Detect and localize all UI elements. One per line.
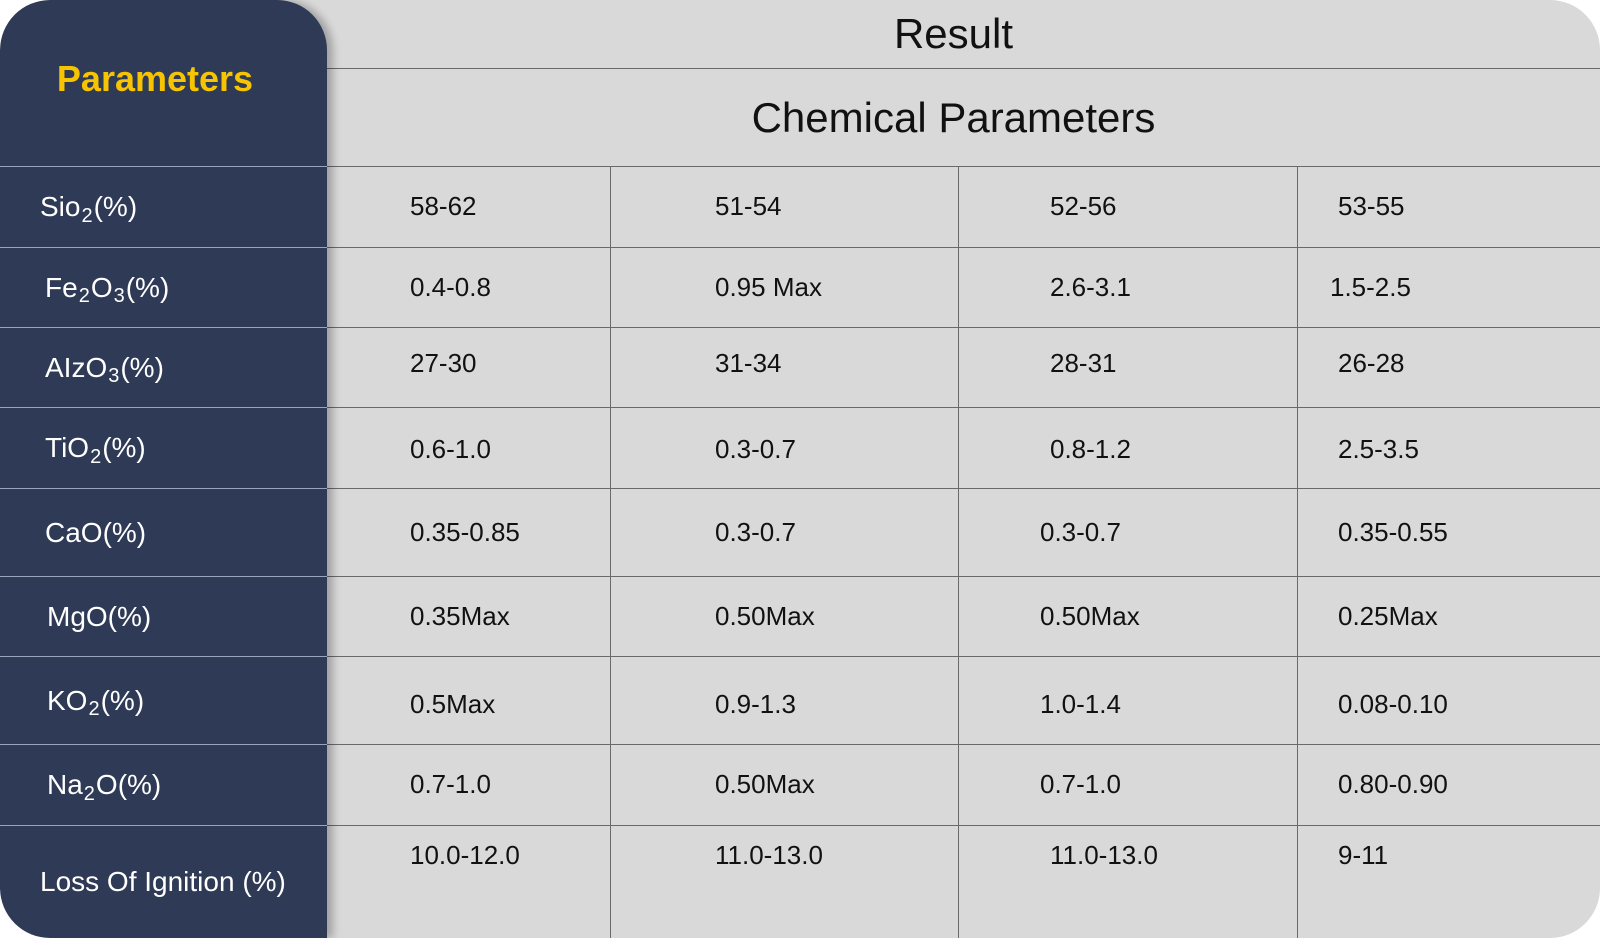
parameter-label-text: CaO(%) [45,516,147,548]
chemical-parameters-header-text: Chemical Parameters [751,93,1156,141]
parameter-label-text: TiO [45,432,90,463]
value-cell: 2.6-3.1 [1050,271,1131,302]
value-cell: 0.95 Max [715,271,822,302]
parameter-label-subscript: 2 [78,285,90,307]
parameter-label-text: KO [47,684,88,716]
row-divider [327,166,1600,167]
column-divider [958,166,959,938]
value-cell: 52-56 [1050,191,1117,221]
parameter-label [0,407,327,488]
value-cell: 1.0-1.4 [1040,688,1121,719]
value-cell: 11.0-13.0 [715,840,823,870]
parameter-label [0,488,327,576]
value-cell: 26-28 [1338,347,1405,378]
column-divider [1297,166,1298,938]
value-cell: 0.25Max [1338,600,1438,631]
value-cell: 0.80-0.90 [1338,769,1448,799]
parameter-label-text: Fe [45,271,78,303]
value-cell: 31-34 [715,347,782,378]
value-cell: 0.08-0.10 [1338,688,1448,719]
row-divider [327,656,1600,657]
value-cell: 0.4-0.8 [410,271,491,302]
parameter-label [0,744,327,825]
value-cell: 0.35-0.85 [410,516,520,547]
parameter-label [0,247,327,327]
value-cell: 0.50Max [715,600,815,631]
value-cell: 0.7-1.0 [1040,769,1121,799]
parameter-label-text: AIzO [45,351,108,383]
parameter-label-text: (%) [93,191,138,222]
row-divider [327,407,1600,408]
value-cell: 11.0-13.0 [1050,840,1158,870]
value-cell: 0.35Max [410,600,510,631]
value-cell: 0.6-1.0 [410,434,491,464]
parameter-label [0,576,327,656]
parameter-label [0,656,327,744]
value-cell: 0.3-0.7 [715,434,796,464]
value-cell: 0.8-1.2 [1050,434,1131,464]
column-divider [610,166,611,938]
parameter-label-subscript: 2 [83,782,95,805]
parameter-label-text: (%) [125,271,170,303]
value-cell: 0.7-1.0 [410,769,491,799]
value-cell: 58-62 [410,191,477,221]
parameter-label-text: Na [47,769,83,800]
parameter-label-text: O(%) [95,769,162,800]
value-cell: 28-31 [1050,347,1117,378]
value-cell: 2.5-3.5 [1338,434,1419,464]
value-cell: 27-30 [410,347,477,378]
value-cell: 9-11 [1338,840,1389,870]
value-cell: 10.0-12.0 [410,840,520,870]
parameter-label-text: (%) [120,351,164,383]
value-cell: 1.5-2.5 [1330,271,1411,302]
value-cell: 0.9-1.3 [715,688,796,719]
parameter-label-subscript: 2 [90,445,102,468]
parameter-label-subscript: 3 [108,365,120,387]
parameter-label-text: Loss Of Ignition (%) [40,866,286,897]
value-cell: 0.5Max [410,688,496,719]
row-divider [327,327,1600,328]
value-cell: 0.35-0.55 [1338,516,1448,547]
parameter-label-text: O [90,271,113,303]
parameter-label-subscript: 2 [81,204,93,227]
value-cell: 51-54 [715,191,782,221]
parameter-label-text: Sio [40,191,81,222]
parameter-label-subscript: 2 [88,698,100,720]
result-header [327,0,1600,69]
chemical-parameters-header [327,69,1600,166]
parameters-header: Parameters [56,58,254,99]
value-cell: 0.50Max [715,769,815,799]
result-header-text: Result [893,10,1014,57]
parameter-label [0,166,327,247]
values-grid [327,166,1600,938]
value-cell: 53-55 [1338,191,1405,221]
value-cell: 0.50Max [1040,600,1140,631]
parameter-label [0,825,327,938]
value-cell: 0.3-0.7 [715,516,796,547]
parameters-sidebar [0,0,327,938]
parameter-label [0,327,327,407]
parameter-label-text: (%) [100,684,145,716]
value-cell: 0.3-0.7 [1040,516,1121,547]
parameter-label-text: MgO(%) [47,600,152,632]
parameter-label-text: (%) [102,432,146,463]
parameter-label-subscript: 3 [113,285,125,307]
